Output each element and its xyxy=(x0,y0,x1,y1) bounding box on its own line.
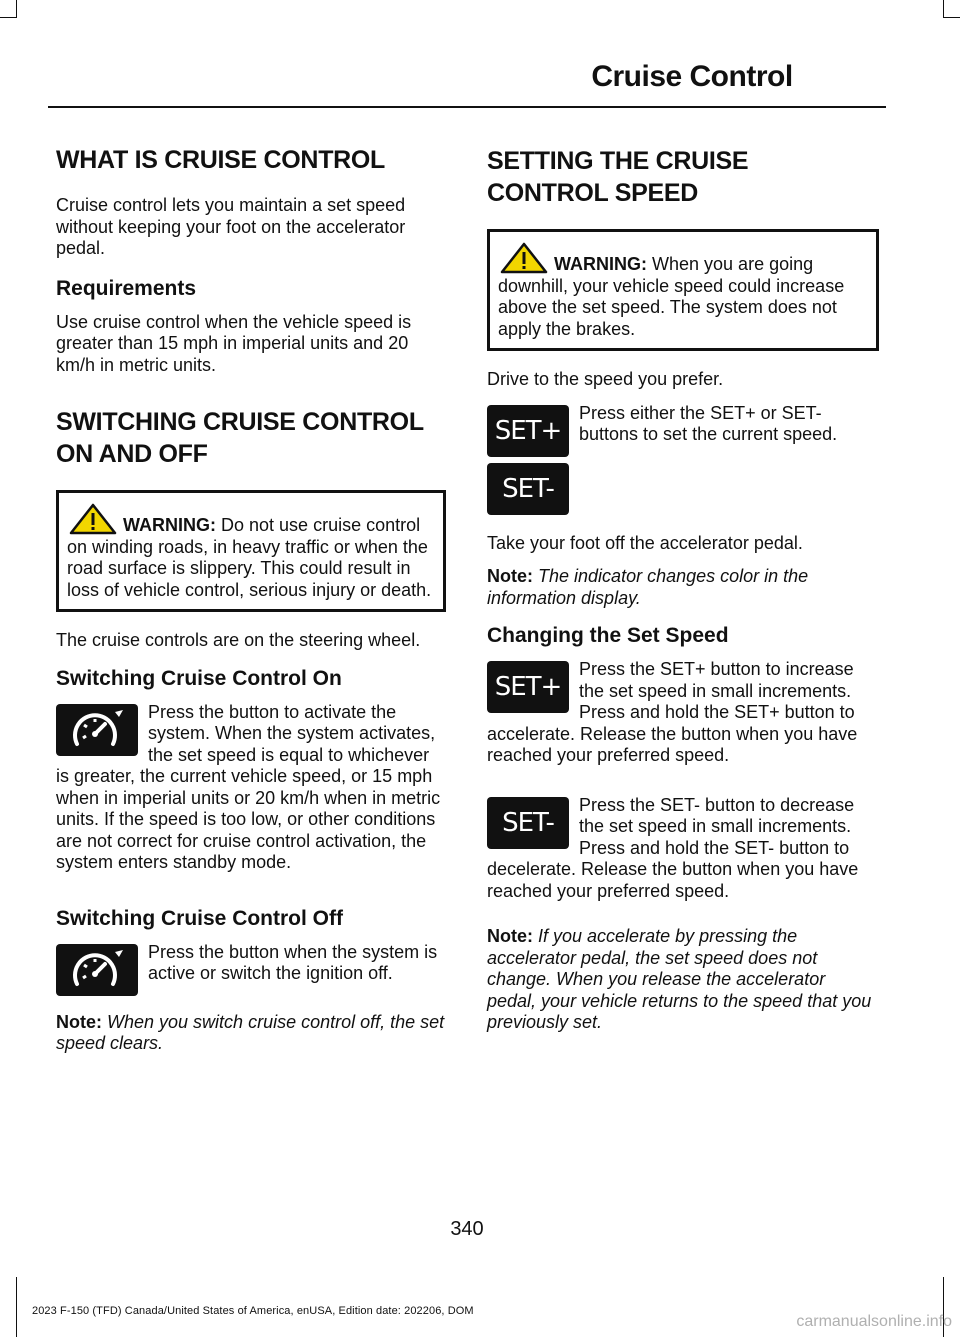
switching-heading-line2: ON AND OFF xyxy=(56,440,208,468)
crop-mark xyxy=(944,17,960,18)
section-heading-switching xyxy=(56,406,446,470)
cruise-control-gauge-icon xyxy=(67,708,127,752)
changing-set-speed-heading: Changing the Set Speed xyxy=(487,624,729,647)
page-title: Cruise Control xyxy=(591,60,793,93)
switching-off-heading: Switching Cruise Control Off xyxy=(56,906,343,930)
controls-location-body: The cruise controls are on the steering wheel. xyxy=(56,630,421,650)
header-divider xyxy=(48,106,886,108)
switching-heading-line1: SWITCHING CRUISE CONTROL xyxy=(56,408,424,436)
increase-body: Press the SET+ button to increase the set speed in small increments. Press and hold the SET+ button to accelerate. Release the button when you have reached your preferred speed. xyxy=(487,659,858,765)
watermark: carmanualsonline.info xyxy=(796,1313,952,1330)
right-column xyxy=(487,145,879,1046)
note xyxy=(487,926,879,1034)
set-minus-button-icon: SET- xyxy=(487,463,569,515)
section-heading-setting xyxy=(487,145,879,209)
set-minus-button-icon: SET- xyxy=(487,797,569,849)
warning-triangle-icon xyxy=(500,242,548,274)
section-heading-what-is: WHAT IS CRUISE CONTROL xyxy=(56,146,386,174)
warning-box xyxy=(487,229,879,351)
edition-footer: 2023 F-150 (TFD) Canada/United States of America, enUSA, Edition date: 202206, DOM xyxy=(32,1305,474,1317)
what-is-body: Cruise control lets you maintain a set speed without keeping your foot on the accelerator pedal. xyxy=(56,195,406,258)
set-plus-button-icon: SET+ xyxy=(487,661,569,713)
press-set-body: Press either the SET+ or SET- buttons to set the current speed. xyxy=(579,402,838,444)
page-number-value: 340 xyxy=(450,1218,484,1240)
set-plus-button-icon: SET+ xyxy=(487,405,569,457)
note-text: If you accelerate by pressing the accelerator pedal, the set speed does not change. When you release the accelerator pedal, your vehicle returns to the speed that you previously set. xyxy=(487,926,872,1032)
warning-text: Do not use cruise control on winding roads, in heavy traffic or when the road surface is slippery. This could result in loss of vehicle control, serious injury or death. xyxy=(67,515,432,600)
decrease-block xyxy=(487,795,879,915)
note xyxy=(56,1012,446,1055)
cruise-control-gauge-icon xyxy=(56,944,138,996)
switching-on-block xyxy=(56,702,446,886)
warning-label: WARNING: xyxy=(123,515,216,535)
page-header xyxy=(0,60,930,94)
setting-heading-line2: CONTROL SPEED xyxy=(487,179,698,207)
switching-off-body: Press the button when the system is active or switch the ignition off. xyxy=(148,941,438,983)
warning-label: WARNING: xyxy=(554,254,647,274)
switching-on-heading: Switching Cruise Control On xyxy=(56,666,342,690)
note-label: Note: xyxy=(487,926,533,946)
cruise-control-gauge-icon xyxy=(56,704,138,756)
drive-body: Drive to the speed you prefer. xyxy=(487,369,724,389)
note-label: Note: xyxy=(487,566,533,586)
page-number xyxy=(0,1218,934,1241)
warning-box xyxy=(56,490,446,612)
crop-mark xyxy=(0,17,16,18)
crop-mark xyxy=(16,0,17,18)
foot-off-body: Take your foot off the accelerator pedal. xyxy=(487,532,803,553)
decrease-body: Press the SET- button to decrease the set speed in small increments. Press and hold the SET- button to decelerate. Release the button when you have reached your preferred speed. xyxy=(487,794,859,901)
left-column xyxy=(56,145,446,1067)
requirements-heading: Requirements xyxy=(56,276,197,300)
setting-heading-line1: SETTING THE CRUISE xyxy=(487,147,749,175)
set-buttons-stack xyxy=(487,403,569,521)
note xyxy=(487,566,879,609)
increase-block xyxy=(487,659,879,779)
crop-mark xyxy=(943,0,944,18)
switching-off-block xyxy=(56,942,446,1000)
note-text: When you switch cruise control off, the set speed clears. xyxy=(56,1011,445,1053)
switching-on-body: Press the button to activate the system. When the system activates, the set speed is equal to whichever is greater, the current vehicle speed, or 15 mph when in imperial units or 20 km/h when in metric units. If the speed is too low, or other conditions are not correct for cruise control activation, the system enters standby mode. xyxy=(56,701,441,872)
cruise-control-gauge-icon xyxy=(67,948,127,992)
note-label: Note: xyxy=(56,1011,102,1032)
set-buttons-block xyxy=(487,403,879,521)
requirements-body: Use cruise control when the vehicle speed is greater than 15 mph in imperial units and 20 km/h in metric units. xyxy=(56,311,412,375)
warning-text: When you are going downhill, your vehicle speed could increase above the set speed. The system does not apply the brakes. xyxy=(498,254,845,339)
note-text: The indicator changes color in the information display. xyxy=(487,566,809,608)
warning-triangle-icon xyxy=(69,503,117,535)
crop-mark xyxy=(16,1277,17,1337)
